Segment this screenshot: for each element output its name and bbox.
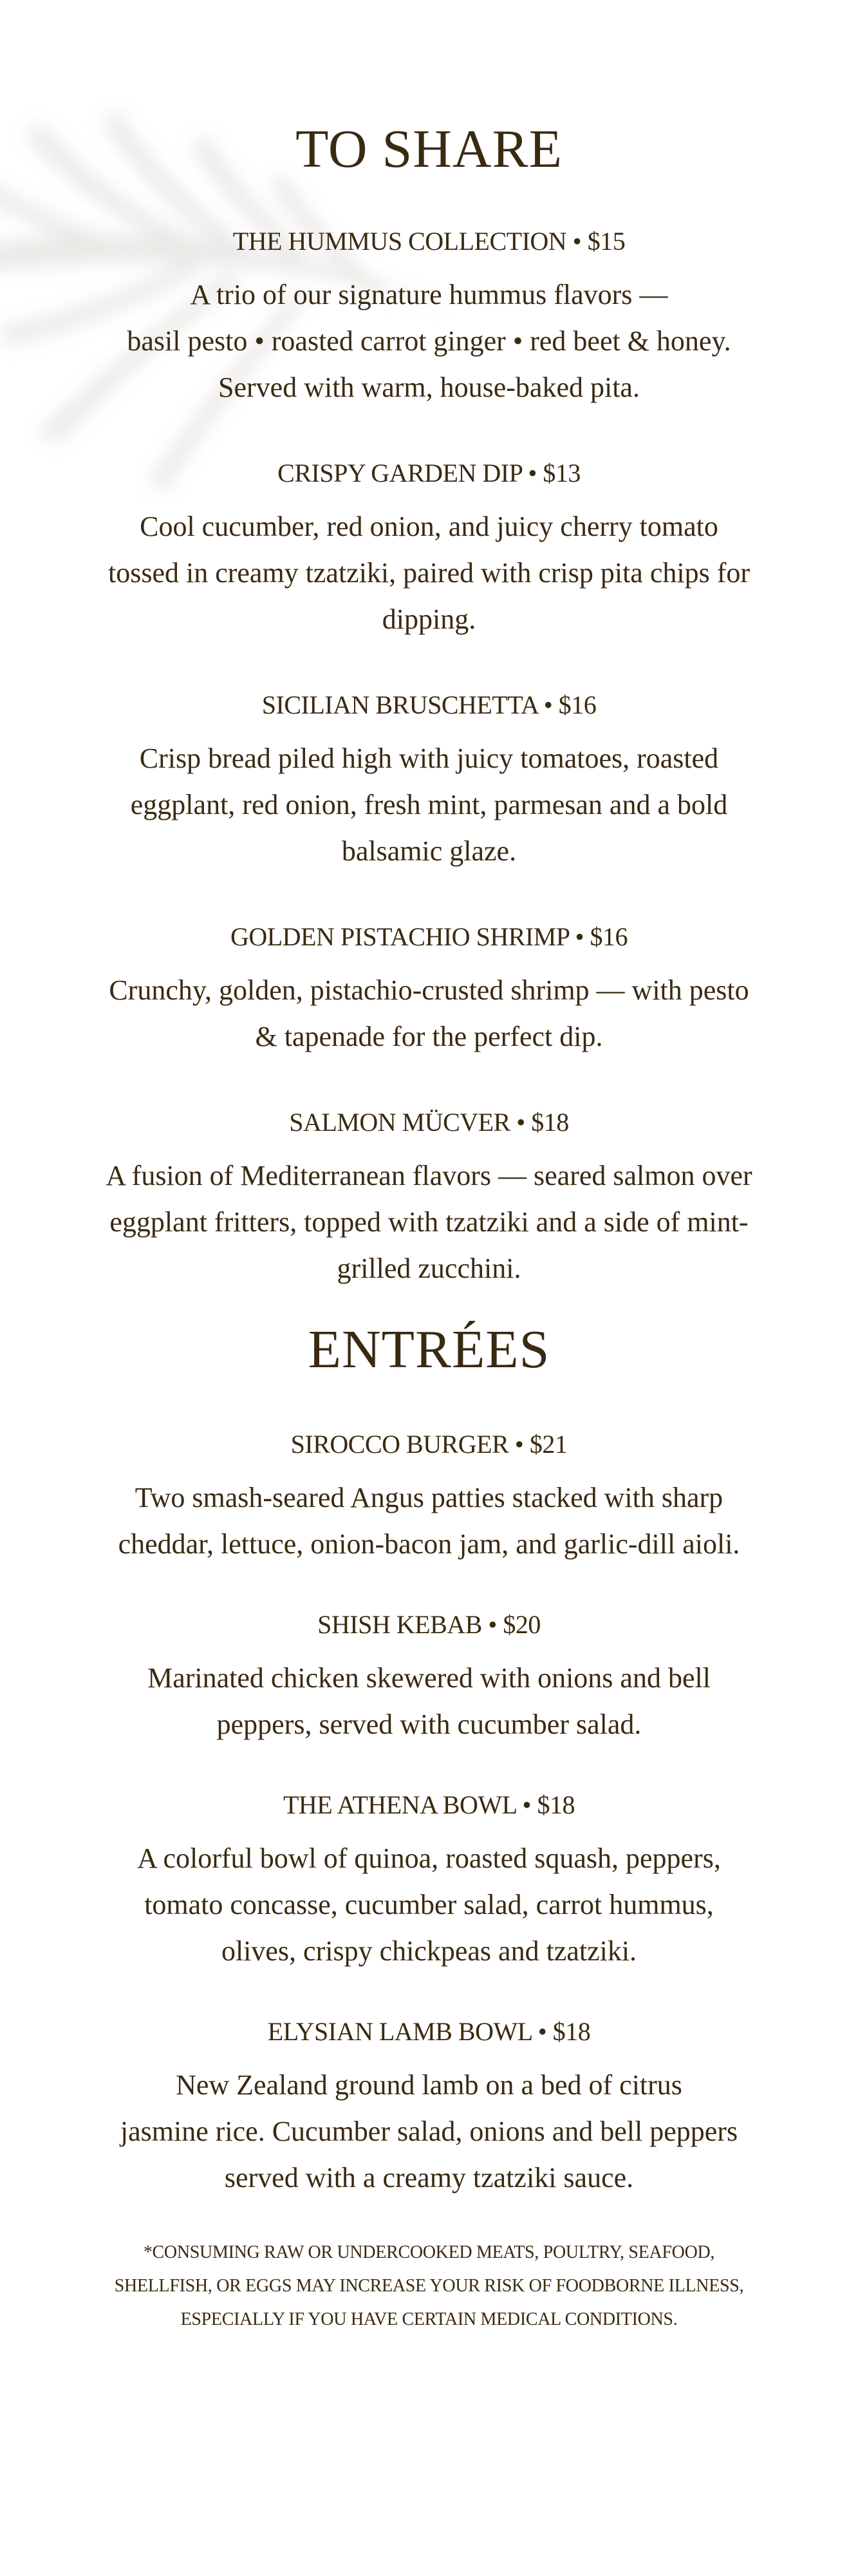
item-price: $18 (531, 1108, 569, 1137)
item-separator: • (488, 1610, 497, 1639)
item-name: THE HUMMUS COLLECTION (232, 227, 567, 256)
item-heading (90, 1430, 768, 1459)
item-price: $20 (503, 1610, 541, 1639)
item-name: SICILIAN BRUSCHETTA (261, 690, 538, 719)
menu-item (90, 1790, 768, 1975)
item-description (90, 1475, 768, 1567)
item-description (90, 1835, 768, 1975)
item-price: $18 (552, 2017, 591, 2046)
item-price: $16 (590, 922, 628, 951)
item-separator: • (522, 1790, 532, 1819)
description-line: eggplant fritters, topped with tzatziki and a side of mint- (109, 1206, 749, 1238)
menu-item (90, 2017, 768, 2201)
item-separator: • (543, 690, 553, 719)
item-price: $15 (587, 227, 626, 256)
item-heading (90, 1610, 768, 1640)
item-heading (90, 1790, 768, 1820)
section-title-to-share: TO SHARE (295, 119, 563, 179)
description-line: Crisp bread piled high with juicy tomatoes, roasted (139, 743, 719, 774)
item-heading (90, 2017, 768, 2047)
disclaimer-line: SHELLFISH, OR EGGS MAY INCREASE YOUR RISK OF FOODBORNE ILLNESS, (114, 2276, 744, 2296)
description-line: & tapenade for the perfect dip. (255, 1021, 603, 1052)
menu-item (90, 1430, 768, 1567)
item-name: GOLDEN PISTACHIO SHRIMP (230, 922, 570, 951)
description-line: Marinated chicken skewered with onions and bell (147, 1662, 711, 1694)
menu-item (90, 459, 768, 643)
item-name: SALMON MÜCVER (289, 1108, 510, 1137)
item-separator: • (575, 922, 584, 951)
item-name: SIROCCO BURGER (290, 1430, 509, 1459)
menu-item (90, 690, 768, 875)
description-line: eggplant, red onion, fresh mint, parmesan and a bold (130, 789, 728, 820)
description-line: A trio of our signature hummus flavors — (190, 279, 668, 310)
description-line: tossed in creamy tzatziki, paired with crisp pita chips for (107, 557, 751, 589)
description-line: peppers, served with cucumber salad. (216, 1709, 642, 1740)
item-separator: • (516, 1108, 525, 1137)
description-line: served with a creamy tzatziki sauce. (224, 2162, 634, 2193)
item-separator: • (528, 459, 537, 488)
description-line: basil pesto • roasted carrot ginger • red beet & honey. (127, 325, 731, 357)
description-line: cheddar, lettuce, onion-bacon jam, and garlic-dill aioli. (118, 1528, 740, 1560)
item-price: $18 (537, 1790, 575, 1819)
menu-item (90, 922, 768, 1060)
description-line: jasmine rice. Cucumber salad, onions and bell peppers (120, 2116, 738, 2147)
disclaimer-line: *CONSUMING RAW OR UNDERCOOKED MEATS, POULTRY, SEAFOOD, (143, 2242, 715, 2262)
description-line: Served with warm, house-baked pita. (218, 372, 640, 403)
item-name: ELYSIAN LAMB BOWL (267, 2017, 532, 2046)
item-price: $16 (558, 690, 597, 719)
description-line: grilled zucchini. (337, 1253, 521, 1284)
menu-item (90, 1610, 768, 1748)
description-line: dipping. (382, 603, 476, 635)
description-line: tomato concasse, cucumber salad, carrot hummus, (144, 1889, 714, 1920)
item-description (90, 272, 768, 411)
item-description (90, 735, 768, 875)
description-line: A colorful bowl of quinoa, roasted squash, peppers, (137, 1842, 721, 1874)
item-description (90, 504, 768, 643)
description-line: Crunchy, golden, pistachio-crusted shrimp — with pesto (109, 974, 749, 1006)
item-heading (90, 227, 768, 256)
item-name: THE ATHENA BOWL (283, 1790, 517, 1819)
item-heading (90, 690, 768, 720)
menu-item (90, 227, 768, 411)
item-separator: • (572, 227, 582, 256)
item-name: SHISH KEBAB (317, 1610, 482, 1639)
item-description (90, 1655, 768, 1748)
menu-item (90, 1108, 768, 1292)
item-separator: • (514, 1430, 524, 1459)
description-line: New Zealand ground lamb on a bed of citrus (176, 2069, 682, 2101)
item-heading (90, 922, 768, 952)
item-description (90, 1153, 768, 1292)
item-separator: • (537, 2017, 547, 2046)
item-price: $13 (543, 459, 581, 488)
description-line: olives, crispy chickpeas and tzatziki. (221, 1935, 637, 1967)
section-title-entrees: ENTRÉES (308, 1320, 550, 1379)
description-line: A fusion of Mediterranean flavors — seared salmon over (106, 1160, 752, 1191)
food-safety-disclaimer (90, 2236, 768, 2336)
disclaimer-line: ESPECIALLY IF YOU HAVE CERTAIN MEDICAL CONDITIONS. (180, 2309, 678, 2329)
item-price: $21 (529, 1430, 568, 1459)
item-name: CRISPY GARDEN DIP (277, 459, 522, 488)
item-description (90, 967, 768, 1060)
description-line: Two smash-seared Angus patties stacked with sharp (135, 1482, 723, 1513)
item-heading (90, 459, 768, 488)
item-description (90, 2062, 768, 2201)
description-line: balsamic glaze. (341, 835, 517, 867)
item-heading (90, 1108, 768, 1137)
description-line: Cool cucumber, red onion, and juicy cherry tomato (140, 511, 718, 542)
